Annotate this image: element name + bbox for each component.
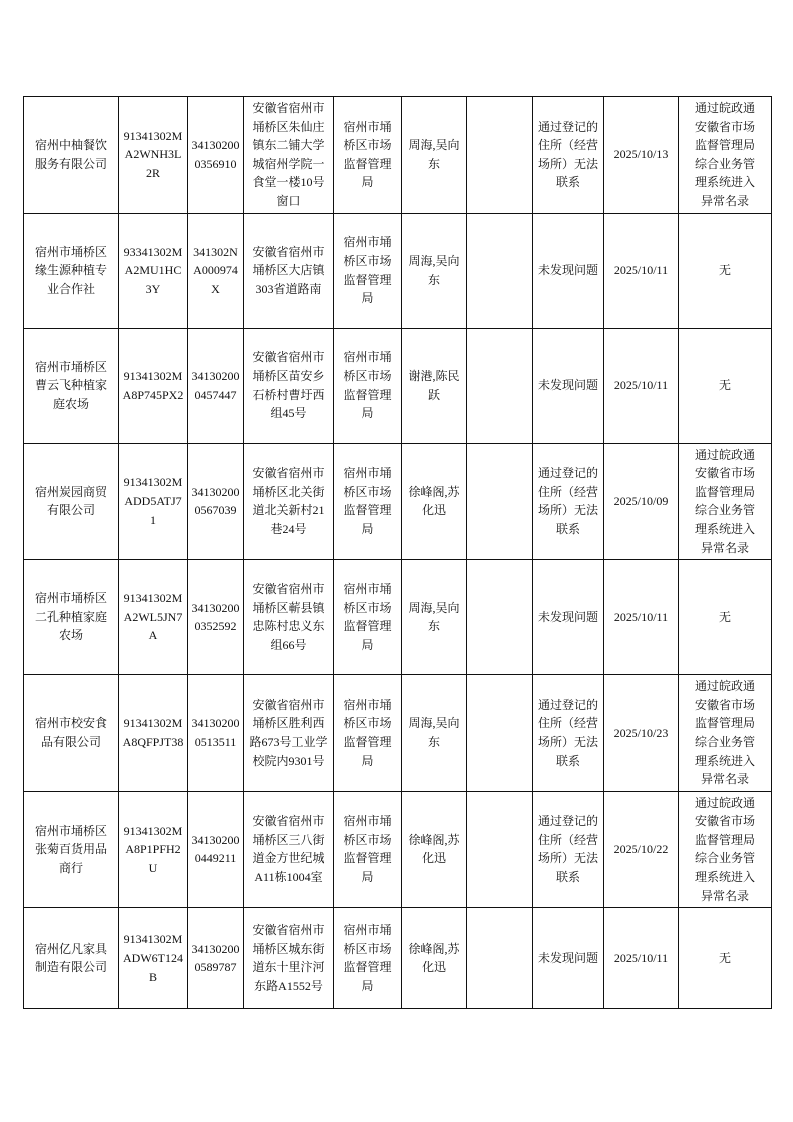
table-row <box>24 328 772 443</box>
cell-company-name <box>24 675 119 792</box>
cell-text-inspection-authority: 宿州市埇桥区市场监督管理局 <box>343 235 392 306</box>
cell-text-inspectors: 徐峰阁,苏化迅 <box>408 484 460 518</box>
cell-text-registration-number: 341302000589787 <box>191 941 240 975</box>
cell-text-remarks: 通过皖政通安徽省市场监督管理局综合业务管理系统进入异常名录 <box>694 447 755 555</box>
cell-credit-code <box>119 213 188 328</box>
inspection-table-body <box>24 97 772 1009</box>
cell-remarks <box>679 97 772 214</box>
cell-inspection-result <box>533 328 604 443</box>
cell-address <box>244 675 334 792</box>
cell-empty <box>467 791 533 908</box>
cell-text-inspection-authority: 宿州市埇桥区市场监督管理局 <box>343 581 392 652</box>
cell-text-inspection-result: 通过登记的住所（经营场所）无法联系 <box>537 466 598 536</box>
cell-address <box>244 443 334 560</box>
cell-text-registration-number: 341302000352592 <box>191 600 240 634</box>
cell-inspection-result <box>533 675 604 792</box>
cell-inspection-result <box>533 908 604 1009</box>
cell-text-inspectors: 徐峰阁,苏化迅 <box>408 832 460 866</box>
cell-inspection-date <box>604 560 679 675</box>
cell-text-inspectors: 徐峰阁,苏化迅 <box>408 941 460 975</box>
cell-text-credit-code: 91341302MA8P1PFH2U <box>123 823 183 875</box>
cell-text-registration-number: 341302000457447 <box>191 368 240 402</box>
table-row <box>24 97 772 214</box>
cell-text-inspection-authority: 宿州市埇桥区市场监督管理局 <box>343 697 392 768</box>
cell-text-inspection-date: 2025/10/11 <box>613 263 669 278</box>
cell-text-inspection-result: 未发现问题 <box>537 378 598 393</box>
cell-inspectors <box>402 213 467 328</box>
cell-address <box>244 560 334 675</box>
cell-empty <box>467 560 533 675</box>
cell-text-remarks: 无 <box>718 609 731 624</box>
cell-remarks <box>679 443 772 560</box>
cell-inspection-result <box>533 213 604 328</box>
table-row <box>24 791 772 908</box>
cell-text-address: 安徽省宿州市埇桥区北关街道北关新村21巷24号 <box>252 466 325 536</box>
cell-inspection-result <box>533 560 604 675</box>
cell-inspection-result <box>533 443 604 560</box>
cell-inspectors <box>402 443 467 560</box>
cell-text-inspectors: 谢港,陈民跃 <box>408 368 460 402</box>
cell-text-inspection-result: 通过登记的住所（经营场所）无法联系 <box>537 119 598 190</box>
cell-text-company-name: 宿州市埇桥区缘生源种植专业合作社 <box>34 244 107 296</box>
cell-company-name <box>24 908 119 1009</box>
cell-text-remarks: 通过皖政通安徽省市场监督管理局综合业务管理系统进入异常名录 <box>694 679 755 787</box>
table-row <box>24 213 772 328</box>
cell-text-inspection-result: 未发现问题 <box>537 609 598 624</box>
cell-registration-number <box>188 908 244 1009</box>
cell-text-credit-code: 93341302MA2MU1HC3Y <box>123 244 183 296</box>
cell-text-inspection-authority: 宿州市埇桥区市场监督管理局 <box>343 814 392 885</box>
cell-address <box>244 328 334 443</box>
table-row <box>24 675 772 792</box>
cell-text-remarks: 通过皖政通安徽省市场监督管理局综合业务管理系统进入异常名录 <box>694 795 755 903</box>
cell-registration-number <box>188 213 244 328</box>
cell-text-inspection-date: 2025/10/11 <box>613 950 669 965</box>
cell-text-inspection-authority: 宿州市埇桥区市场监督管理局 <box>343 350 392 421</box>
cell-inspection-date <box>604 97 679 214</box>
cell-text-inspection-date: 2025/10/23 <box>613 725 669 740</box>
cell-registration-number <box>188 560 244 675</box>
cell-text-credit-code: 91341302MA2WNH3L2R <box>123 128 183 181</box>
cell-address <box>244 97 334 214</box>
cell-registration-number <box>188 97 244 214</box>
cell-company-name <box>24 97 119 214</box>
cell-inspection-authority <box>334 908 402 1009</box>
cell-empty <box>467 443 533 560</box>
cell-empty <box>467 213 533 328</box>
cell-credit-code <box>119 97 188 214</box>
table-row <box>24 560 772 675</box>
table-row <box>24 908 772 1009</box>
cell-text-address: 安徽省宿州市埇桥区城东街道东十里汴河东路A1552号 <box>252 923 325 993</box>
cell-text-registration-number: 341302000356910 <box>191 138 240 171</box>
cell-registration-number <box>188 328 244 443</box>
cell-text-inspectors: 周海,吴向东 <box>408 716 460 749</box>
cell-empty <box>467 908 533 1009</box>
cell-inspectors <box>402 97 467 214</box>
cell-registration-number <box>188 791 244 908</box>
cell-inspection-authority <box>334 443 402 560</box>
cell-inspection-authority <box>334 675 402 792</box>
cell-registration-number <box>188 675 244 792</box>
cell-text-company-name: 宿州炭园商贸有限公司 <box>34 484 107 518</box>
cell-inspection-result <box>533 791 604 908</box>
cell-inspectors <box>402 791 467 908</box>
cell-text-company-name: 宿州中柚餐饮服务有限公司 <box>34 138 107 171</box>
cell-text-inspection-authority: 宿州市埇桥区市场监督管理局 <box>343 119 392 190</box>
cell-text-company-name: 宿州亿凡家具制造有限公司 <box>34 941 107 975</box>
cell-text-inspection-result: 未发现问题 <box>537 950 598 965</box>
cell-text-company-name: 宿州市埇桥区二孔种植家庭农场 <box>34 591 107 643</box>
table-row <box>24 443 772 560</box>
cell-company-name <box>24 443 119 560</box>
cell-address <box>244 908 334 1009</box>
cell-empty <box>467 97 533 214</box>
cell-text-registration-number: 341302NA000974X <box>193 244 238 296</box>
cell-inspection-date <box>604 675 679 792</box>
cell-registration-number <box>188 443 244 560</box>
cell-credit-code <box>119 560 188 675</box>
cell-remarks <box>679 328 772 443</box>
cell-inspectors <box>402 560 467 675</box>
cell-text-address: 安徽省宿州市埇桥区三八街道金方世纪城A11栋1004室 <box>252 814 325 885</box>
cell-inspection-date <box>604 213 679 328</box>
cell-remarks <box>679 213 772 328</box>
cell-address <box>244 213 334 328</box>
cell-text-address: 安徽省宿州市埇桥区朱仙庄镇东二铺大学城宿州学院一食堂一楼10号窗口 <box>252 101 325 208</box>
cell-credit-code <box>119 443 188 560</box>
cell-company-name <box>24 213 119 328</box>
cell-inspection-authority <box>334 97 402 214</box>
cell-text-registration-number: 341302000449211 <box>191 832 240 866</box>
cell-text-inspection-result: 未发现问题 <box>537 263 598 278</box>
cell-text-remarks: 无 <box>718 950 731 965</box>
cell-text-inspection-date: 2025/10/11 <box>613 609 669 624</box>
cell-inspection-authority <box>334 213 402 328</box>
cell-text-company-name: 宿州市埇桥区张菊百货用品商行 <box>34 823 107 875</box>
cell-text-credit-code: 91341302MA2WL5JN7A <box>123 591 183 643</box>
cell-text-inspectors: 周海,吴向东 <box>408 138 460 171</box>
cell-remarks <box>679 791 772 908</box>
cell-remarks <box>679 675 772 792</box>
cell-text-inspectors: 周海,吴向东 <box>408 253 460 287</box>
cell-text-remarks: 无 <box>718 378 731 393</box>
cell-credit-code <box>119 328 188 443</box>
cell-text-address: 安徽省宿州市埇桥区大店镇303省道路南 <box>252 244 325 296</box>
cell-text-inspection-result: 通过登记的住所（经营场所）无法联系 <box>537 814 598 885</box>
cell-inspectors <box>402 908 467 1009</box>
cell-empty <box>467 328 533 443</box>
cell-inspection-date <box>604 791 679 908</box>
cell-inspection-authority <box>334 328 402 443</box>
cell-text-inspection-date: 2025/10/13 <box>613 147 669 162</box>
cell-empty <box>467 675 533 792</box>
cell-text-inspection-date: 2025/10/11 <box>613 378 669 393</box>
cell-inspectors <box>402 328 467 443</box>
cell-text-address: 安徽省宿州市埇桥区苗安乡石桥村曹圩西组45号 <box>252 350 325 421</box>
cell-text-inspection-authority: 宿州市埇桥区市场监督管理局 <box>343 923 392 993</box>
cell-inspection-authority <box>334 560 402 675</box>
cell-text-address: 安徽省宿州市埇桥区蕲县镇忠陈村忠义东组66号 <box>252 581 325 652</box>
cell-remarks <box>679 908 772 1009</box>
cell-credit-code <box>119 908 188 1009</box>
cell-inspection-date <box>604 328 679 443</box>
cell-text-address: 安徽省宿州市埇桥区胜利西路673号工业学校院内9301号 <box>249 697 328 768</box>
cell-credit-code <box>119 675 188 792</box>
inspection-record-table <box>23 96 772 1009</box>
cell-text-registration-number: 341302000513511 <box>191 716 240 749</box>
cell-text-credit-code: 91341302MA8P745PX2 <box>122 368 184 402</box>
cell-text-company-name: 宿州市埇桥区曹云飞种植家庭农场 <box>34 359 107 411</box>
cell-inspection-date <box>604 443 679 560</box>
cell-inspection-result <box>533 97 604 214</box>
cell-text-inspection-date: 2025/10/22 <box>613 842 669 857</box>
cell-company-name <box>24 328 119 443</box>
cell-address <box>244 791 334 908</box>
cell-text-credit-code: 91341302MADW6T124B <box>123 932 183 984</box>
cell-company-name <box>24 560 119 675</box>
cell-text-inspection-date: 2025/10/09 <box>613 494 669 509</box>
cell-inspectors <box>402 675 467 792</box>
cell-inspection-date <box>604 908 679 1009</box>
cell-text-registration-number: 341302000567039 <box>191 484 240 518</box>
cell-credit-code <box>119 791 188 908</box>
cell-text-remarks: 无 <box>718 263 731 278</box>
cell-text-credit-code: 91341302MADD5ATJ71 <box>123 475 183 527</box>
cell-text-credit-code: 91341302MA8QFPJT38 <box>122 716 184 749</box>
cell-text-inspectors: 周海,吴向东 <box>408 600 460 634</box>
cell-text-inspection-result: 通过登记的住所（经营场所）无法联系 <box>537 697 598 768</box>
cell-remarks <box>679 560 772 675</box>
cell-text-remarks: 通过皖政通安徽省市场监督管理局综合业务管理系统进入异常名录 <box>694 101 755 208</box>
cell-company-name <box>24 791 119 908</box>
cell-text-company-name: 宿州市校安食品有限公司 <box>34 716 107 749</box>
cell-text-inspection-authority: 宿州市埇桥区市场监督管理局 <box>343 466 392 536</box>
cell-inspection-authority <box>334 791 402 908</box>
